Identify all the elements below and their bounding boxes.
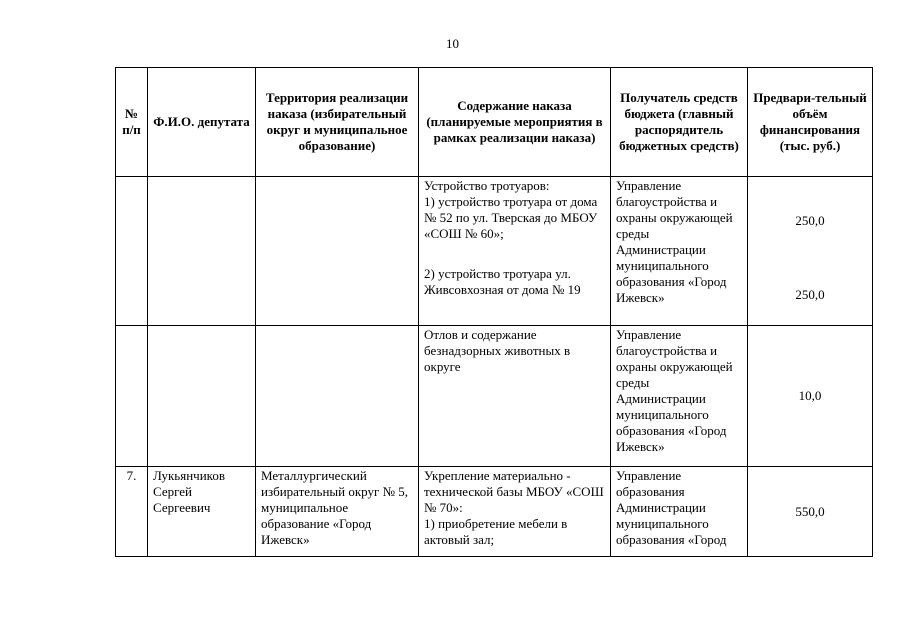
cell-funding-amount: 550,0 bbox=[748, 467, 873, 557]
cell-funding-amount bbox=[748, 177, 873, 326]
cell-budget-recipient: Управление благоустройства и охраны окружающей среды Администрации муниципального образования «Город Ижевск» bbox=[611, 177, 748, 326]
cell-order-content: Отлов и содержание безнадзорных животных в округе bbox=[419, 326, 611, 467]
header-deputy-name: Ф.И.О. депутата bbox=[148, 68, 256, 177]
cell-deputy-name: Лукьянчиков Сергей Сергеевич bbox=[148, 467, 256, 557]
header-funding-amount: Предвари-тельный объём финансирования (тыс. руб.) bbox=[748, 68, 873, 177]
cell-budget-recipient: Управление благоустройства и охраны окружающей среды Администрации муниципального образования «Город Ижевск» bbox=[611, 326, 748, 467]
cell-deputy-name bbox=[148, 177, 256, 326]
cell-funding-amount: 10,0 bbox=[748, 326, 873, 467]
header-order-content: Содержание наказа (планируемые мероприятия в рамках реализации наказа) bbox=[419, 68, 611, 177]
amount-item-2: 250,0 bbox=[795, 287, 825, 302]
cell-number: 7. bbox=[116, 467, 148, 557]
cell-territory bbox=[256, 177, 419, 326]
cell-territory: Металлургический избирательный округ № 5, муниципальное образование «Город Ижевск» bbox=[256, 467, 419, 557]
content-item-2: 2) устройство тротуара ул. Живсовхозная от дома № 19 bbox=[424, 266, 581, 297]
table-header-row bbox=[116, 68, 873, 177]
content-item-1: 1) устройство тротуара от дома № 52 по ул. Тверская до МБОУ «СОШ № 60»; bbox=[424, 194, 598, 241]
cell-order-content bbox=[419, 177, 611, 326]
amount-item-1: 250,0 bbox=[795, 213, 825, 228]
cell-budget-recipient: Управление образования Администрации муниципального образования «Город bbox=[611, 467, 748, 557]
cell-deputy-name bbox=[148, 326, 256, 467]
header-budget-recipient: Получатель средств бюджета (главный распорядитель бюджетных средств) bbox=[611, 68, 748, 177]
orders-table bbox=[115, 67, 873, 557]
table-row bbox=[116, 467, 873, 557]
page-number: 10 bbox=[446, 36, 459, 51]
table-row bbox=[116, 177, 873, 326]
cell-number bbox=[116, 177, 148, 326]
cell-territory bbox=[256, 326, 419, 467]
table-row bbox=[116, 326, 873, 467]
header-territory: Территория реализации наказа (избирательный округ и муниципальное образование) bbox=[256, 68, 419, 177]
cell-order-content: Укрепление материально - технической базы МБОУ «СОШ № 70»: 1) приобретение мебели в актовый зал; bbox=[419, 467, 611, 557]
content-title: Устройство тротуаров: bbox=[424, 178, 550, 193]
cell-number bbox=[116, 326, 148, 467]
header-number: № п/п bbox=[116, 68, 148, 177]
